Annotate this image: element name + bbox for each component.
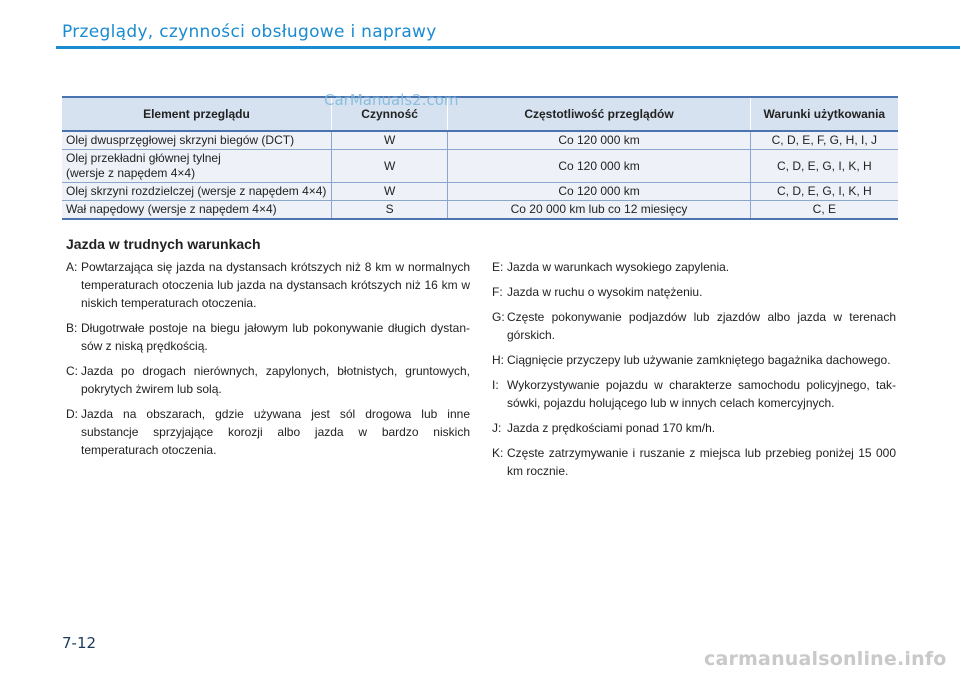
cell-frequency: Co 120 000 km bbox=[448, 183, 750, 201]
item-text: Częste pokonywanie podjazdów lub zjazdów albo jazda w terenach górskich. bbox=[507, 310, 896, 342]
conditions-list-right bbox=[492, 258, 896, 487]
list-item bbox=[492, 351, 896, 369]
item-key: D: bbox=[66, 407, 78, 421]
cell-conditions: C, E bbox=[750, 201, 898, 220]
column-header-action: Czynność bbox=[331, 97, 447, 131]
page-header-title: Przeglądy, czynności obsługowe i naprawy bbox=[62, 22, 437, 42]
list-item bbox=[492, 258, 896, 276]
cell-element: Wał napędowy (wersje z napędem 4×4) bbox=[62, 201, 331, 220]
cell-action: W bbox=[331, 183, 447, 201]
page-number: 7-12 bbox=[62, 634, 97, 652]
cell-element-line2: (wersje z napędem 4×4) bbox=[66, 166, 196, 180]
item-key: G: bbox=[492, 310, 505, 324]
item-text: Jazda w ruchu o wysokim natężeniu. bbox=[507, 285, 703, 299]
section-title: Jazda w trudnych warunkach bbox=[66, 236, 261, 252]
cell-element-line1: Olej przekładni głównej tylnej bbox=[66, 151, 221, 165]
list-item bbox=[66, 258, 470, 312]
list-item bbox=[66, 319, 470, 355]
cell-action: S bbox=[331, 201, 447, 220]
cell-action: W bbox=[331, 131, 447, 150]
cell-conditions: C, D, E, F, G, H, I, J bbox=[750, 131, 898, 150]
table-row bbox=[62, 131, 898, 150]
item-text: Jazda w warunkach wysokiego zapylenia. bbox=[507, 260, 730, 274]
item-key: A: bbox=[66, 260, 78, 274]
watermark-carmanualsonline: carmanualsonline.info bbox=[704, 648, 947, 670]
item-key: E: bbox=[492, 260, 504, 274]
item-text: Jazda z prędkościami ponad 170 km/h. bbox=[507, 421, 716, 435]
item-key: J: bbox=[492, 421, 502, 435]
column-header-frequency: Częstotliwość przeglądów bbox=[448, 97, 750, 131]
table-row bbox=[62, 183, 898, 201]
item-text: Jazda na obszarach, gdzie używana jest sól drogowa lub inne substancje sprzyjające korozji albo jazda w bardzo niskich temperaturach otoczenia. bbox=[81, 407, 470, 457]
item-text: Powtarzająca się jazda na dystansach krótszych niż 8 km w normalnych temperaturach otoczenia lub jazda na dystansach krótszych niż 16 km w niskich temperaturach otoczenia. bbox=[81, 260, 470, 310]
item-text: Jazda po drogach nierównych, zapylonych, błotnistych, gruntowych, pokrytych żwirem lub solą. bbox=[81, 364, 470, 396]
item-text: Długotrwałe postoje na biegu jałowym lub pokonywanie długich dystan-sów z niską prędkością. bbox=[81, 321, 470, 353]
item-text: Ciągnięcie przyczepy lub używanie zamkniętego bagażnika dachowego. bbox=[507, 353, 891, 367]
watermark-carmanuals2: CarManuals2.com bbox=[324, 91, 459, 109]
cell-frequency: Co 120 000 km bbox=[448, 131, 750, 150]
cell-frequency: Co 120 000 km bbox=[448, 150, 750, 183]
cell-conditions: C, D, E, G, I, K, H bbox=[750, 183, 898, 201]
cell-element: Olej skrzyni rozdzielczej (wersje z napędem 4×4) bbox=[62, 183, 331, 201]
cell-element: Olej dwusprzęgłowej skrzyni biegów (DCT) bbox=[62, 131, 331, 150]
item-key: K: bbox=[492, 446, 504, 460]
conditions-list-left bbox=[66, 258, 470, 466]
maintenance-table bbox=[62, 96, 898, 220]
table-header-row bbox=[62, 97, 898, 131]
item-key: F: bbox=[492, 285, 503, 299]
cell-element bbox=[62, 150, 331, 183]
header-rule bbox=[56, 46, 960, 49]
item-key: B: bbox=[66, 321, 78, 335]
item-text: Częste zatrzymywanie i ruszanie z miejsca lub przebieg poniżej 15 000 km rocznie. bbox=[507, 446, 896, 478]
cell-action: W bbox=[331, 150, 447, 183]
item-key: C: bbox=[66, 364, 78, 378]
item-text: Wykorzystywanie pojazdu w charakterze samochodu policyjnego, tak-sówki, pojazdu holującego lub w innych celach komercyjnych. bbox=[507, 378, 896, 410]
column-header-conditions: Warunki użytkowania bbox=[750, 97, 898, 131]
list-item bbox=[492, 419, 896, 437]
item-key: H: bbox=[492, 353, 504, 367]
column-header-element: Element przeglądu bbox=[62, 97, 331, 131]
list-item bbox=[492, 308, 896, 344]
cell-frequency: Co 20 000 km lub co 12 miesięcy bbox=[448, 201, 750, 220]
list-item bbox=[492, 444, 896, 480]
table-row bbox=[62, 201, 898, 220]
item-key: I: bbox=[492, 378, 499, 392]
list-item bbox=[66, 405, 470, 459]
table-row bbox=[62, 150, 898, 183]
list-item bbox=[492, 376, 896, 412]
list-item bbox=[492, 283, 896, 301]
cell-conditions: C, D, E, G, I, K, H bbox=[750, 150, 898, 183]
list-item bbox=[66, 362, 470, 398]
